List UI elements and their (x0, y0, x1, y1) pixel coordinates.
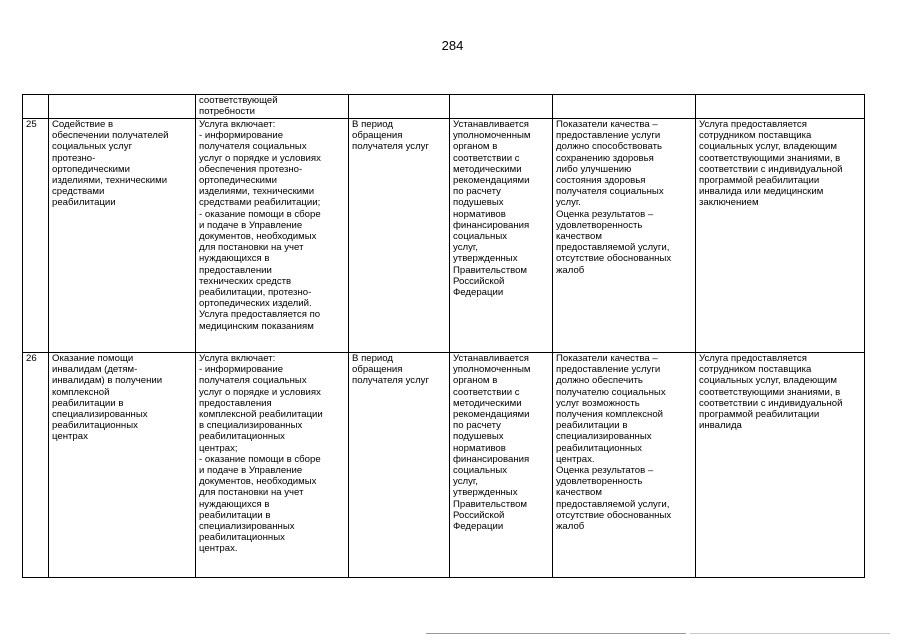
table-row-25 (23, 119, 865, 353)
continuation-cell-period (349, 95, 450, 119)
service-name: Оказание помощи инвалидам (детям- инвалидам) в получении комплексной реабилитации в специализированных реабилитационных центрах (49, 353, 196, 578)
continuation-cell-norm (450, 95, 553, 119)
service-conditions: Услуга предоставляется сотрудником поставщика социальных услуг, владеющим соответствующими знаниями, в соответствии с индивидуальной программой реабилитации инвалида (696, 353, 865, 578)
service-period: В период обращения получателя услуг (349, 119, 450, 353)
service-content: Услуга включает: - информирование получателя социальных услуг о порядке и условиях предоставления комплексной реабилитации в специализированных реабилитационных центрах; - оказание помощи в сборе и подаче в Управление документов, необходимых для постановки на учет нуждающихся в реабилитации в специализированных реабилитационных центрах. (196, 353, 349, 578)
row-number: 25 (23, 119, 49, 353)
continuation-cell-conditions (696, 95, 865, 119)
row-number: 26 (23, 353, 49, 578)
continuation-cell-quality (553, 95, 696, 119)
service-conditions: Услуга предоставляется сотрудником поставщика социальных услуг, владеющим соответствующими знаниями, в соответствии с индивидуальной программой реабилитации инвалида или медицинским заключением (696, 119, 865, 353)
continuation-cell-name (49, 95, 196, 119)
table-row-26 (23, 353, 865, 578)
table-row-continuation (23, 95, 865, 119)
continuation-cell-num (23, 95, 49, 119)
service-content: Услуга включает: - информирование получателя социальных услуг о порядке и условиях обеспечения протезно- ортопедическими изделиями, техническими средствами реабилитации; - оказание помощи в сборе и подаче в Управление документов, необходимых для постановки на учет нуждающихся в предоставлении технических средств реабилитации, протезно- ортопедических изделий. Услуга предоставляется по медицинским показаниям (196, 119, 349, 353)
service-norm: Устанавливается уполномоченным органом в соответствии с методическими рекомендациями по расчету подушевых нормативов финансирования социальных услуг, утвержденных Правительством Российской Федерации (450, 119, 553, 353)
services-table (22, 94, 865, 578)
service-quality: Показатели качества – предоставление услуги должно обеспечить получателю социальных услуг возможность получения комплексной реабилитации в специализированных реабилитационных центрах. Оценка результатов – удовлетворенность качеством предоставляемой услуги, отсутствие обоснованных жалоб (553, 353, 696, 578)
scan-edge-line (690, 633, 890, 634)
scan-edge-line (426, 633, 686, 634)
service-period: В период обращения получателя услуг (349, 353, 450, 578)
page-number: 284 (441, 38, 464, 53)
service-norm: Устанавливается уполномоченным органом в соответствии с методическими рекомендациями по расчету подушевых нормативов финансирования социальных услуг, утвержденных Правительством Российской Федерации (450, 353, 553, 578)
service-name: Содействие в обеспечении получателей социальных услуг протезно- ортопедическими изделиями, техническими средствами реабилитации (49, 119, 196, 353)
service-quality: Показатели качества – предоставление услуги должно способствовать сохранению здоровья либо улучшению состояния здоровья получателя социальных услуг. Оценка результатов – удовлетворенность качеством предоставляемой услуги, отсутствие обоснованных жалоб (553, 119, 696, 353)
continuation-cell-content: соответствующей потребности (196, 95, 349, 119)
